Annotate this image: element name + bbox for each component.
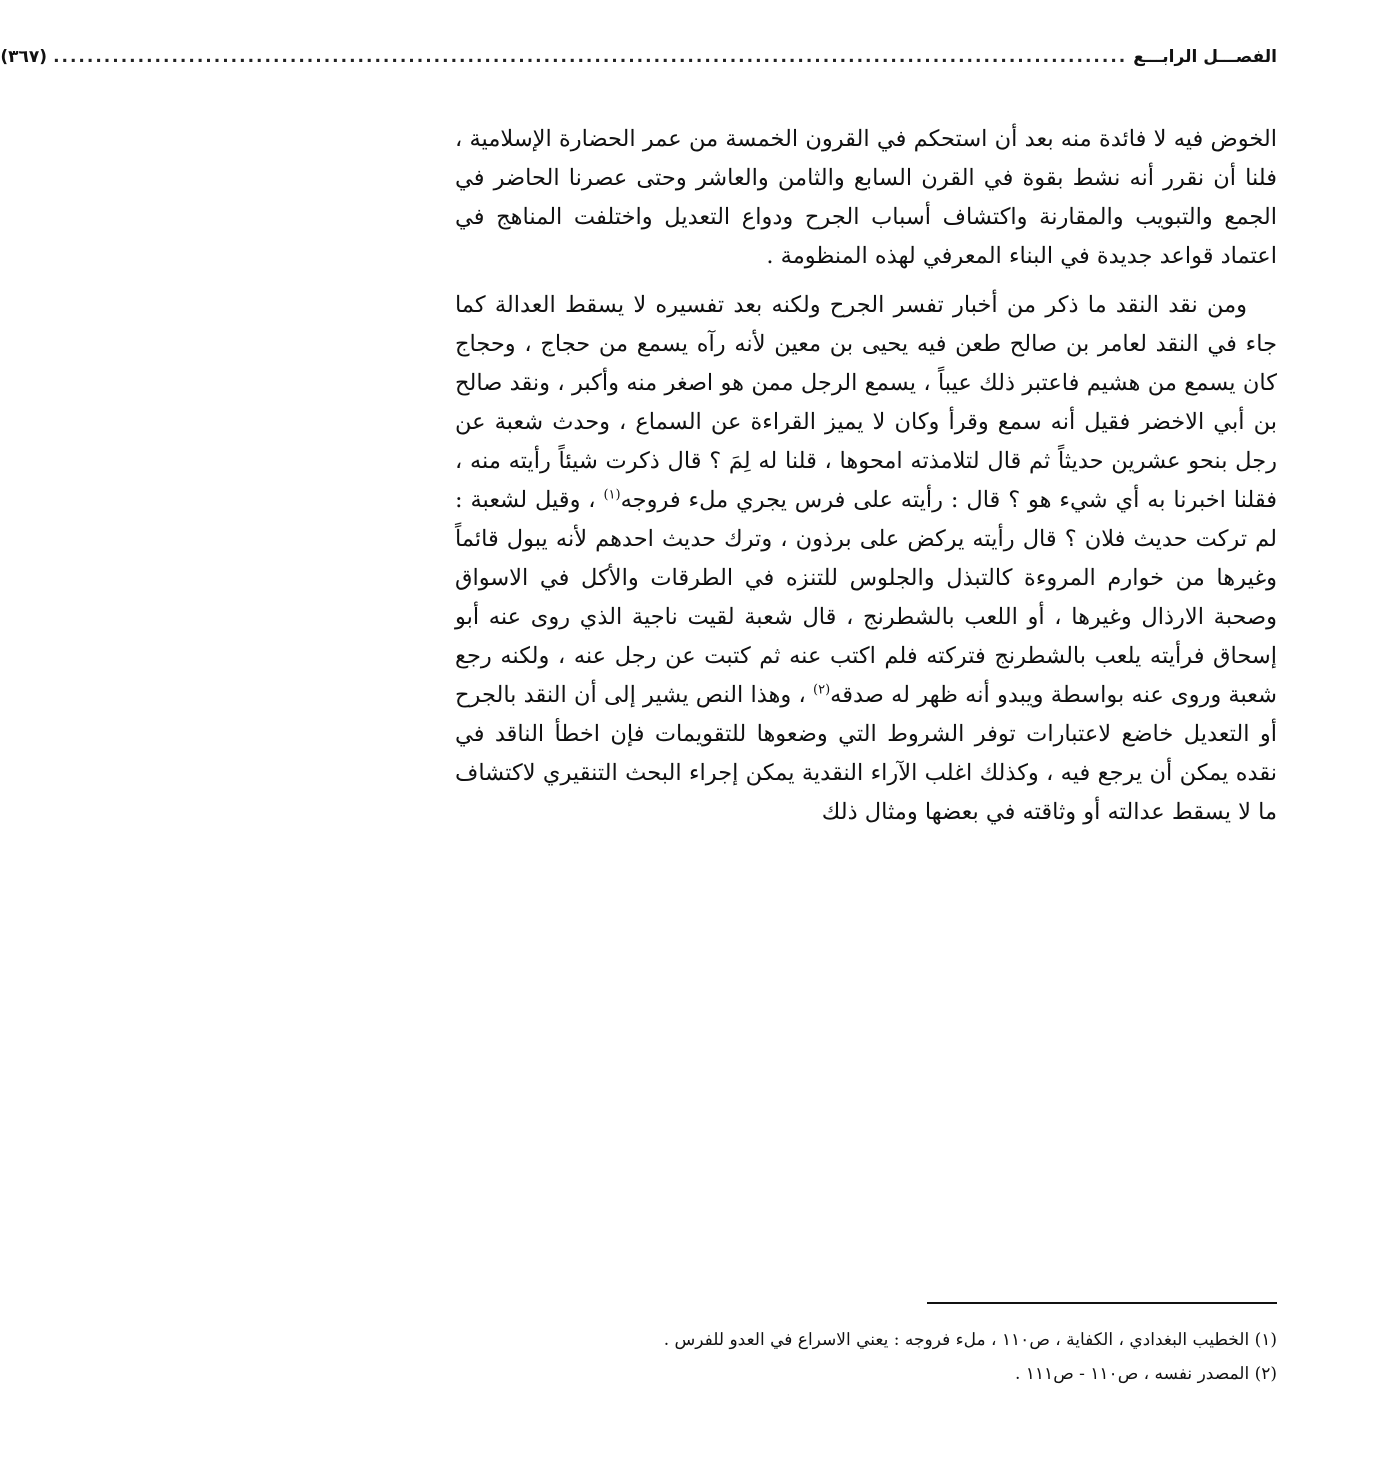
paragraph: الخوض فيه لا فائدة منه بعد أن استحكم في القرون الخمسة من عمر الحضارة الإسلامية ، فلنا أن نقرر أنه نشط بقوة في القرن السابع والثامن والعاشر وحتى عصرنا الحاضر في الجمع والتبويب والمقارنة واكتشاف أسباب الجرح ودواع التعديل واختلفت المناهج في اعتماد قواعد جديدة في البناء المعرفي لهذه المنظومة . <box>455 126 1277 269</box>
footnote: (١) الخطيب البغدادي ، الكفاية ، ص١١٠ ، ملء فروجه : يعني الاسراع في العدو للفرس . <box>663 1330 1277 1350</box>
running-head <box>0 40 1277 74</box>
paragraph-text: ، وقيل لشعبة : لم تركت حديث فلان ؟ قال رأيته يركض على برذون ، وترك حديث احدهم لأنه يبول قائماً وغيرها من خوارم المروءة كالتبذل والجلوس للتنزه في الطرقات والأكل في الاسواق وصحبة الارذال وغيرها ، أو اللعب بالشطرنج ، قال شعبة لقيت ناجية الذي روى عنه أبو إسحاق فرأيته يلعب بالشطرنج فتركته فلم اكتب عنه ثم كتبت عن رجل عنه ، ولكنه رجع شعبة وروى عنه بواسطة ويبدو أنه ظهر له صدقه <box>455 487 1277 708</box>
book-page <box>0 40 1278 1450</box>
leader-dots: ............................................................................................................................... <box>53 47 1128 67</box>
page-number: (٣٦٧) <box>0 47 48 67</box>
paragraph <box>455 286 1277 832</box>
chapter-title: الفصـــل الرابـــع <box>1133 47 1277 67</box>
main-text <box>455 120 1277 832</box>
paragraph-text: ، وهذا النص يشير إلى أن النقد بالجرح أو التعديل خاضع لاعتبارات توفر الشروط التي وضعوها للتقويمات فإن اخطأ الناقد في نقده يمكن أن يرجع فيه ، وكذلك اغلب الآراء النقدية يمكن إجراء البحث التنقيري لاكتشاف ما لا يسقط عدالته أو وثاقته في بعضها ومثال ذلك <box>455 682 1277 825</box>
footnote: (٢) المصدر نفسه ، ص١١٠ - ص١١١ . <box>1014 1364 1277 1384</box>
paragraph-text: ومن نقد النقد ما ذكر من أخبار تفسر الجرح ولكنه بعد تفسيره لا يسقط العدالة كما جاء في النقد لعامر بن صالح طعن فيه يحيى بن معين لأنه رآه يسمع من حجاج ، وحجاج كان يسمع من هشيم فاعتبر ذلك عيباً ، يسمع الرجل ممن هو اصغر منه وأكبر ، ونقد صالح بن أبي الاخضر فقيل أنه سمع وقرأ وكان لا يميز القراءة عن السماع ، وحدث شعبة عن رجل بنحو عشرين حديثاً ثم قال لتلامذته امحوها ، قلنا له لِمَ ؟ قال ذكرت شيئاً رأيته منه ، فقلنا اخبرنا به أي شيء هو ؟ قال : رأيته على فرس يجري ملء فروجه <box>455 292 1278 513</box>
footnotes <box>455 1323 1277 1391</box>
footnote-reference: (٢) <box>813 682 831 698</box>
footnote-separator <box>927 1302 1277 1304</box>
footnote-reference: (١) <box>603 487 621 503</box>
